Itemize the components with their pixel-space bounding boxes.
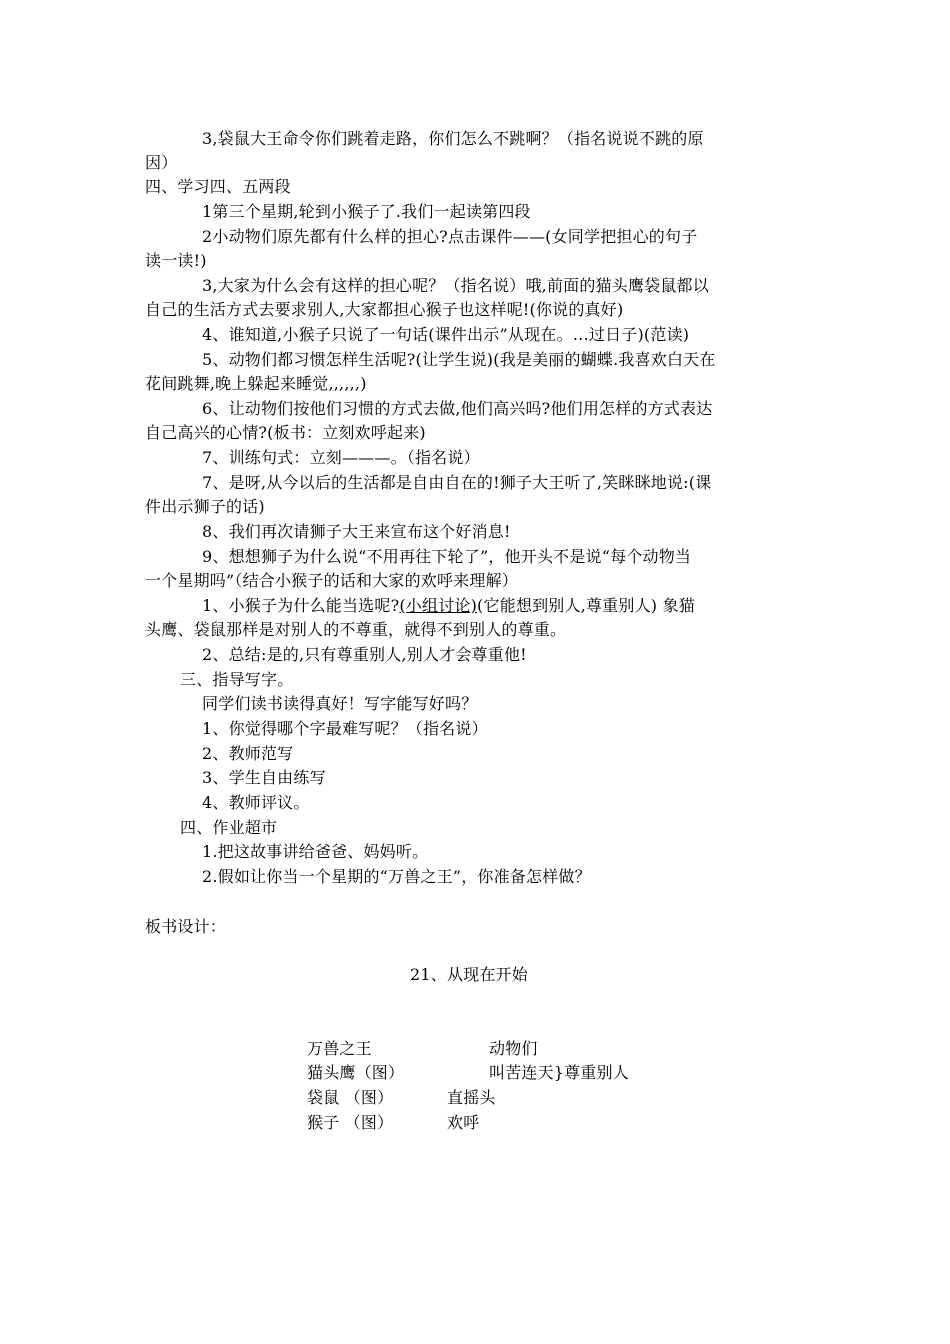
answer-text: (它能想到别人,尊重别人) 象猫 [477, 596, 695, 615]
paragraph-line: 2、教师范写 [202, 744, 294, 763]
paragraph-line: 1第三个星期,轮到小猴子了.我们一起读第四段 [202, 202, 531, 221]
paragraph-line [202, 594, 695, 618]
paragraph-line: 2、总结:是的,只有尊重别人,别人才会尊重他! [202, 645, 527, 664]
paragraph-line: 4、谁知道,小猴子只说了一句话(课件出示”从现在。…过日子)(范读) [202, 325, 690, 344]
paragraph-line: 3,大家为什么会有这样的担心呢？（指名说）哦,前面的猫头鹰袋鼠都以 [202, 276, 709, 295]
board-item: 猫头鹰（图） [307, 1063, 405, 1082]
section-heading: 三、指导写字。 [180, 670, 294, 689]
paragraph-line: 一个星期吗”（结合小猴子的话和大家的欢呼来理解） [145, 571, 518, 590]
paragraph-line: 2.假如让你当一个星期的“万兽之王”，你准备怎样做？ [202, 867, 591, 886]
question-text: 1、小猴子为什么能当选呢? [202, 596, 400, 615]
group-discussion-note: (小组讨论) [399, 596, 478, 615]
paragraph-line: 同学们读书读得真好！写字能写好吗？ [202, 694, 478, 713]
paragraph-line: 花间跳舞,晚上躲起来睡觉,,,,,,) [145, 374, 367, 393]
board-item: 直摇头 [447, 1088, 496, 1107]
paragraph-line: 1、你觉得哪个字最难写呢？（指名说） [202, 719, 488, 738]
paragraph-line: 1.把这故事讲给爸爸、妈妈听。 [202, 842, 429, 861]
board-item: 动物们 [489, 1039, 538, 1058]
paragraph-line: 6、让动物们按他们习惯的方式去做,他们高兴吗?他们用怎样的方式表达 [202, 399, 713, 418]
paragraph-line: 件出示狮子的话) [145, 497, 265, 516]
board-item: 叫苦连天}尊重别人 [489, 1063, 629, 1082]
section-heading: 四、作业超市 [180, 818, 278, 837]
paragraph-line: 5、动物们都习惯怎样生活呢?(让学生说)(我是美丽的蝴蝶.我喜欢白天在 [202, 350, 716, 369]
board-item: 猴子 （图） [307, 1113, 394, 1132]
paragraph-line: 自己高兴的心情?(板书：立刻欢呼起来) [145, 423, 426, 442]
paragraph-line: 3、学生自由练写 [202, 768, 326, 787]
paragraph-line: 头鹰、袋鼠那样是对别人的不尊重，就得不到别人的尊重。 [145, 620, 567, 639]
section-heading: 四、学习四、五两段 [145, 177, 291, 196]
paragraph-line: 8、我们再次请狮子大王来宣布这个好消息! [202, 522, 511, 541]
paragraph-line: 2小动物们原先都有什么样的担心?点击课件——(女同学把担心的句子 [202, 227, 698, 246]
paragraph-line: 4、教师评议。 [202, 793, 310, 812]
board-item: 袋鼠 （图） [307, 1088, 394, 1107]
board-item: 万兽之王 [307, 1039, 372, 1058]
paragraph-line: 因） [145, 153, 178, 172]
board-design-heading: 板书设计： [145, 917, 227, 936]
paragraph-line: 自己的生活方式去要求别人,大家都担心猴子也这样呢!(你说的真好) [145, 300, 624, 319]
paragraph-line: 读一读!) [145, 251, 207, 270]
paragraph-line: 9、想想狮子为什么说“不用再往下轮了”，他开头不是说“每个动物当 [202, 547, 692, 566]
paragraph-line: 7、是呀,从今以后的生活都是自由自在的!狮子大王听了,笑眯眯地说:(课 [202, 473, 712, 492]
paragraph-line: 3,袋鼠大王命令你们跳着走路，你们怎么不跳啊？（指名说说不跳的原 [202, 129, 704, 148]
board-item: 欢呼 [447, 1113, 480, 1132]
paragraph-line: 7、训练句式：立刻———。（指名说） [202, 448, 480, 467]
board-title: 21、从现在开始 [410, 965, 528, 984]
